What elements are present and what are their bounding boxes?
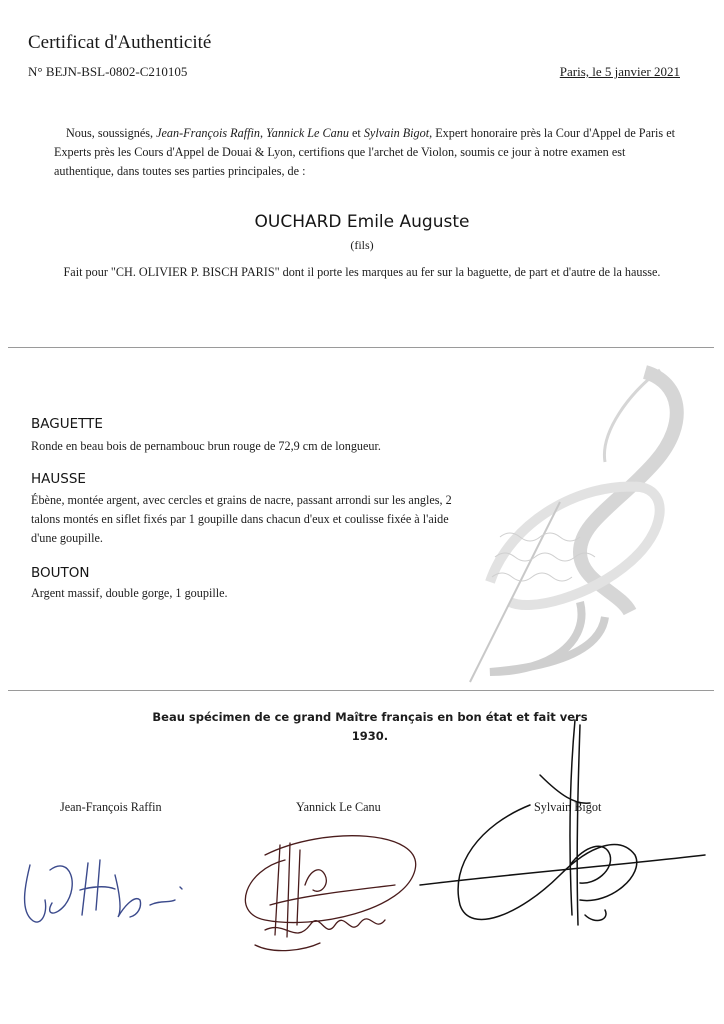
signer-name-2: Yannick Le Canu [296,800,381,814]
section-title-bouton: BOUTON [31,565,90,581]
certificate-date: Paris, le 5 janvier 2021 [559,64,680,79]
intro-paragraph [54,124,684,181]
closing-statement: Beau spécimen de ce grand Maître français en bon état et fait vers 1930. [152,710,588,743]
signature-le-canu [235,825,425,965]
expert-name-1: Jean-François Raffin [156,126,260,140]
section-body-hausse: Ébène, montée argent, avec cercles et grains de nacre, passant arrondi sur les angles, 2 talons montés en siflet fixés par 1 goupille dans chacun d'eux et coulisse fixée à l'aide d'une goupille. [31,493,452,545]
section-title-baguette: BAGUETTE [31,416,103,432]
quill-watermark-icon [430,352,710,687]
signer-name-3: Sylvain Bigot [534,800,602,814]
section-title-hausse: HAUSSE [31,471,86,487]
expert-name-2: Yannick Le Canu [266,126,349,140]
signature-raffin [10,845,200,935]
made-for-text: Fait pour "CH. OLIVIER P. BISCH PARIS" dont il porte les marques au fer sur la baguette, de part et d'autre de la hausse. [63,265,661,279]
maker-subtitle: (fils) [350,238,374,252]
certificate-title: Certificat d'Authenticité [28,32,212,53]
intro-separator-1: , [259,126,267,140]
signer-name-1: Jean-François Raffin [60,800,162,814]
section-body-bouton: Argent massif, double gorge, 1 goupille. [31,586,228,600]
divider-bottom [8,690,714,691]
divider-top [8,347,714,348]
section-body-baguette: Ronde en beau bois de pernambouc brun rouge de 72,9 cm de longueur. [31,439,381,453]
intro-rest: , Expert honoraire près la Cour d'Appel de Paris et Experts près les Cours d'Appel de Douai & Lyon, certifions que l'archet de Violon, soumis ce jour à notre examen est authentique, dans toutes ses parties principales, de : [54,126,676,178]
certificate-number: N° BEJN-BSL-0802-C210105 [28,64,188,79]
intro-separator-2: et [348,126,364,140]
maker-name: OUCHARD Emile Auguste [254,212,470,232]
expert-name-3: Sylvain Bigot [363,126,430,140]
signature-bigot [420,715,710,945]
intro-prefix: Nous, soussignés, [66,126,157,140]
